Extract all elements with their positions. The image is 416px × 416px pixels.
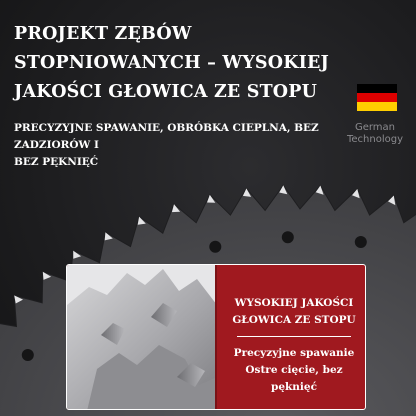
blade-hole: [22, 349, 34, 361]
callout-divider: [237, 336, 351, 337]
blade-hole: [355, 236, 367, 248]
callout-text: [229, 295, 359, 396]
blade-hole: [209, 241, 221, 253]
flag-stripe-red: [357, 93, 397, 102]
callout-title: [229, 295, 359, 329]
headline: [14, 20, 344, 107]
flag-stripe-black: [357, 84, 397, 93]
brand-line: German: [354, 122, 396, 133]
callout-body-line: Precyzyjne spawanie: [233, 347, 355, 359]
german-flag-icon: [357, 84, 397, 111]
feature-subline: [14, 120, 354, 171]
callout-body: [229, 345, 359, 396]
headline-line: STOPNIOWANYCH – WYSOKIEJ: [14, 53, 330, 73]
brand-line: Technology: [346, 134, 403, 145]
blade-hole: [282, 231, 294, 243]
callout-body-line: Ostre cięcie, bez pęknięć: [245, 364, 343, 393]
feature-callout: [66, 264, 366, 410]
headline-line: JAKOŚCI GŁOWICA ZE STOPU: [14, 82, 318, 102]
callout-title-line: WYSOKIEJ JAKOŚCI: [234, 297, 354, 309]
subline-line: BEZ PĘKNIĘĆ: [14, 156, 99, 168]
german-technology-label: [345, 122, 405, 146]
headline-line: PROJEKT ZĘBÓW: [14, 24, 192, 44]
callout-title-line: GŁOWICA ZE STOPU: [232, 314, 356, 326]
flag-stripe-gold: [357, 102, 397, 111]
subline-line: PRECYZYJNE SPAWANIE, OBRÓBKA CIEPLNA, BEZ ZADZIORÓW I: [14, 122, 319, 151]
